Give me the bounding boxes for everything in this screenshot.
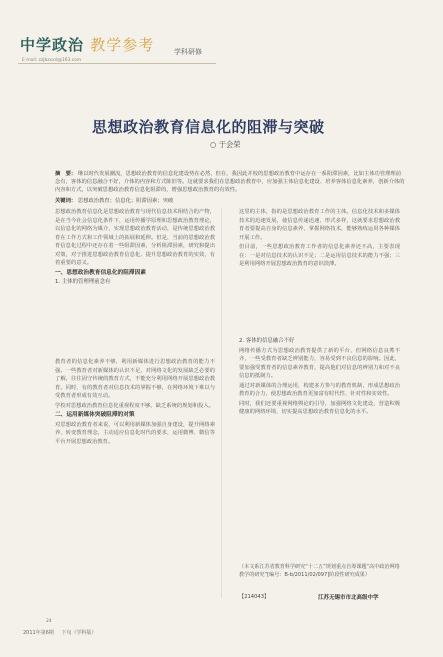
left-column-top bbox=[55, 208, 215, 288]
subsection-heading: 1. 主体的管理理前念有 bbox=[55, 279, 111, 285]
article-author: ○ 于会荣 bbox=[210, 140, 241, 149]
page-footer bbox=[23, 629, 103, 636]
author-affiliation: 江苏无锡市市北高级中学 bbox=[318, 595, 379, 601]
paragraph: 学校对思想政治教育信息化重视程度不够，缺乏系统的规划和投入。 bbox=[55, 402, 214, 409]
page-header bbox=[0, 0, 443, 66]
funding-note: （本文系江苏省教育科学研究“十二五”规划重点自筹课题“高中政治网络教学的研究”[编号：B-b/2011/02/097]阶段性研究成果） bbox=[239, 564, 400, 579]
paragraph: 思想政治教育信息化是思想政治教育与现代信息技术相结合的产物，是在当今社会信息化条件下，运用传播学原理和思想政治教育理论，以信息化的网络为媒介，实现思想政治教育活动，是传统思想政治教育在工作方式和工作领域上的拓展和延伸。但是，当前的思想政治教育信息化过程中还存在着一些阻滞因素，分析阻滞因素，研究和提出对策，对于推进思想政治教育信息化、提升思想政治教育的实效，有着重要的意义。 bbox=[55, 209, 215, 266]
right-column-top bbox=[239, 208, 400, 270]
abstract-label: 摘 要： bbox=[55, 171, 77, 177]
section-label: 学科研修 bbox=[174, 48, 202, 56]
page-number: 24 bbox=[46, 619, 52, 624]
journal-email: E-mail: zzjbzxxd@163.com bbox=[22, 58, 82, 63]
subsection-heading: 2. 客体的信息融合不好 bbox=[239, 338, 295, 344]
column-divider bbox=[221, 208, 222, 598]
paragraph: 网络传播方式为思想政治教育提供了新的平台，但网络信息良莠不齐，一些受教育者缺乏辨别能力，容易受到不良信息的影响。因此，要加强受教育者的信息素养教育，提高他们对信息的辨别力和对不良信息的抵制力。 bbox=[239, 347, 400, 379]
logo-main-text: 中学政治 bbox=[20, 36, 85, 54]
postal-code: 【214043】 bbox=[239, 594, 270, 600]
section-heading: 二、运用新媒体突破阻滞的对策 bbox=[55, 412, 135, 418]
abstract-text: 继以时代发展潮流，思想政治教育的信息化建设势在必然，但在，我因此并校的思想政治教育中运存在一系阻滞因素，比如主体功管理理前念有，客体的信息融合不好，介体的内容和方式陈旧等。这就要求我们在思想政治教育中，应加强主体信息化建设、培养客体信息化素养，创新介体的内容和方式，以突破思想政治教育信息化阻滞的，增强思想政治教育的有效性。 bbox=[55, 171, 405, 194]
journal-logo bbox=[20, 34, 154, 55]
header-divider bbox=[18, 63, 216, 64]
left-column-bottom bbox=[55, 358, 215, 447]
issue-label: 2011年第6期 bbox=[23, 630, 54, 636]
issue-sub-label: 下旬（学科版） bbox=[61, 630, 97, 636]
keywords-label: 关键词： bbox=[55, 198, 77, 204]
logo-sub-text: 教学参考 bbox=[90, 36, 155, 54]
article-title: 思想政治教育信息化的阻滞与突破 bbox=[92, 118, 325, 136]
section-heading: 一、思想政治教育信息化的阻滞因素 bbox=[55, 269, 146, 276]
right-column-bottom bbox=[239, 336, 400, 418]
paragraph: 教育者的信息化素养不够，利用新媒体进行思想政治教育的能力不强。一些教育者对新媒体的认识不足，对网络文化的发展缺乏必要的了解，往往固守传统的教育方式，不能充分利用网络开展思想政治教育。同时，有的教育者对信息技术的掌握不够，在网络环境下难以与受教育者形成有效互动。 bbox=[55, 359, 215, 399]
keywords-text: 思想政治教育；信息化；阻滞因素；突破 bbox=[77, 198, 174, 204]
abstract-block bbox=[55, 170, 405, 195]
keywords-block bbox=[55, 196, 405, 204]
paragraph: 这里的主体，指的是思想政治教育工作的主体。信息化技术和多媒体技术的迅速发展，使信息传递迅速、形式多样，这就要求思想政治教育者要提高自身的信息素养，掌握网络技术，能够熟练运用各种媒体开展工作。 bbox=[239, 209, 400, 241]
paragraph: 同时，我们还要重视网络舆论的引导，加强网络文化建设，营造积极健康的网络环境，切实提高思想政治教育信息化的水平。 bbox=[239, 400, 400, 415]
paragraph: 对思想政治教育者来说，可以利用新媒体加强自身建设，提升网络素养，转变教育理念，主动适应信息化时代的要求，运用微博、微信等平台开展思想政治教育。 bbox=[55, 421, 215, 445]
paragraph: 但目前，一些思想政治教育工作者的信息化素养还不高，主要表现在：一是对信息技术的认识不足；二是运用信息技术的能力不强；三是利用网络开展思想政治教育的意识淡薄。 bbox=[239, 244, 400, 267]
paragraph: 通过对新媒体的合理运用，构建多方参与的教育机制，形成思想政治教育的合力，使思想政治教育更加富有时代性、针对性和实效性。 bbox=[239, 382, 400, 397]
